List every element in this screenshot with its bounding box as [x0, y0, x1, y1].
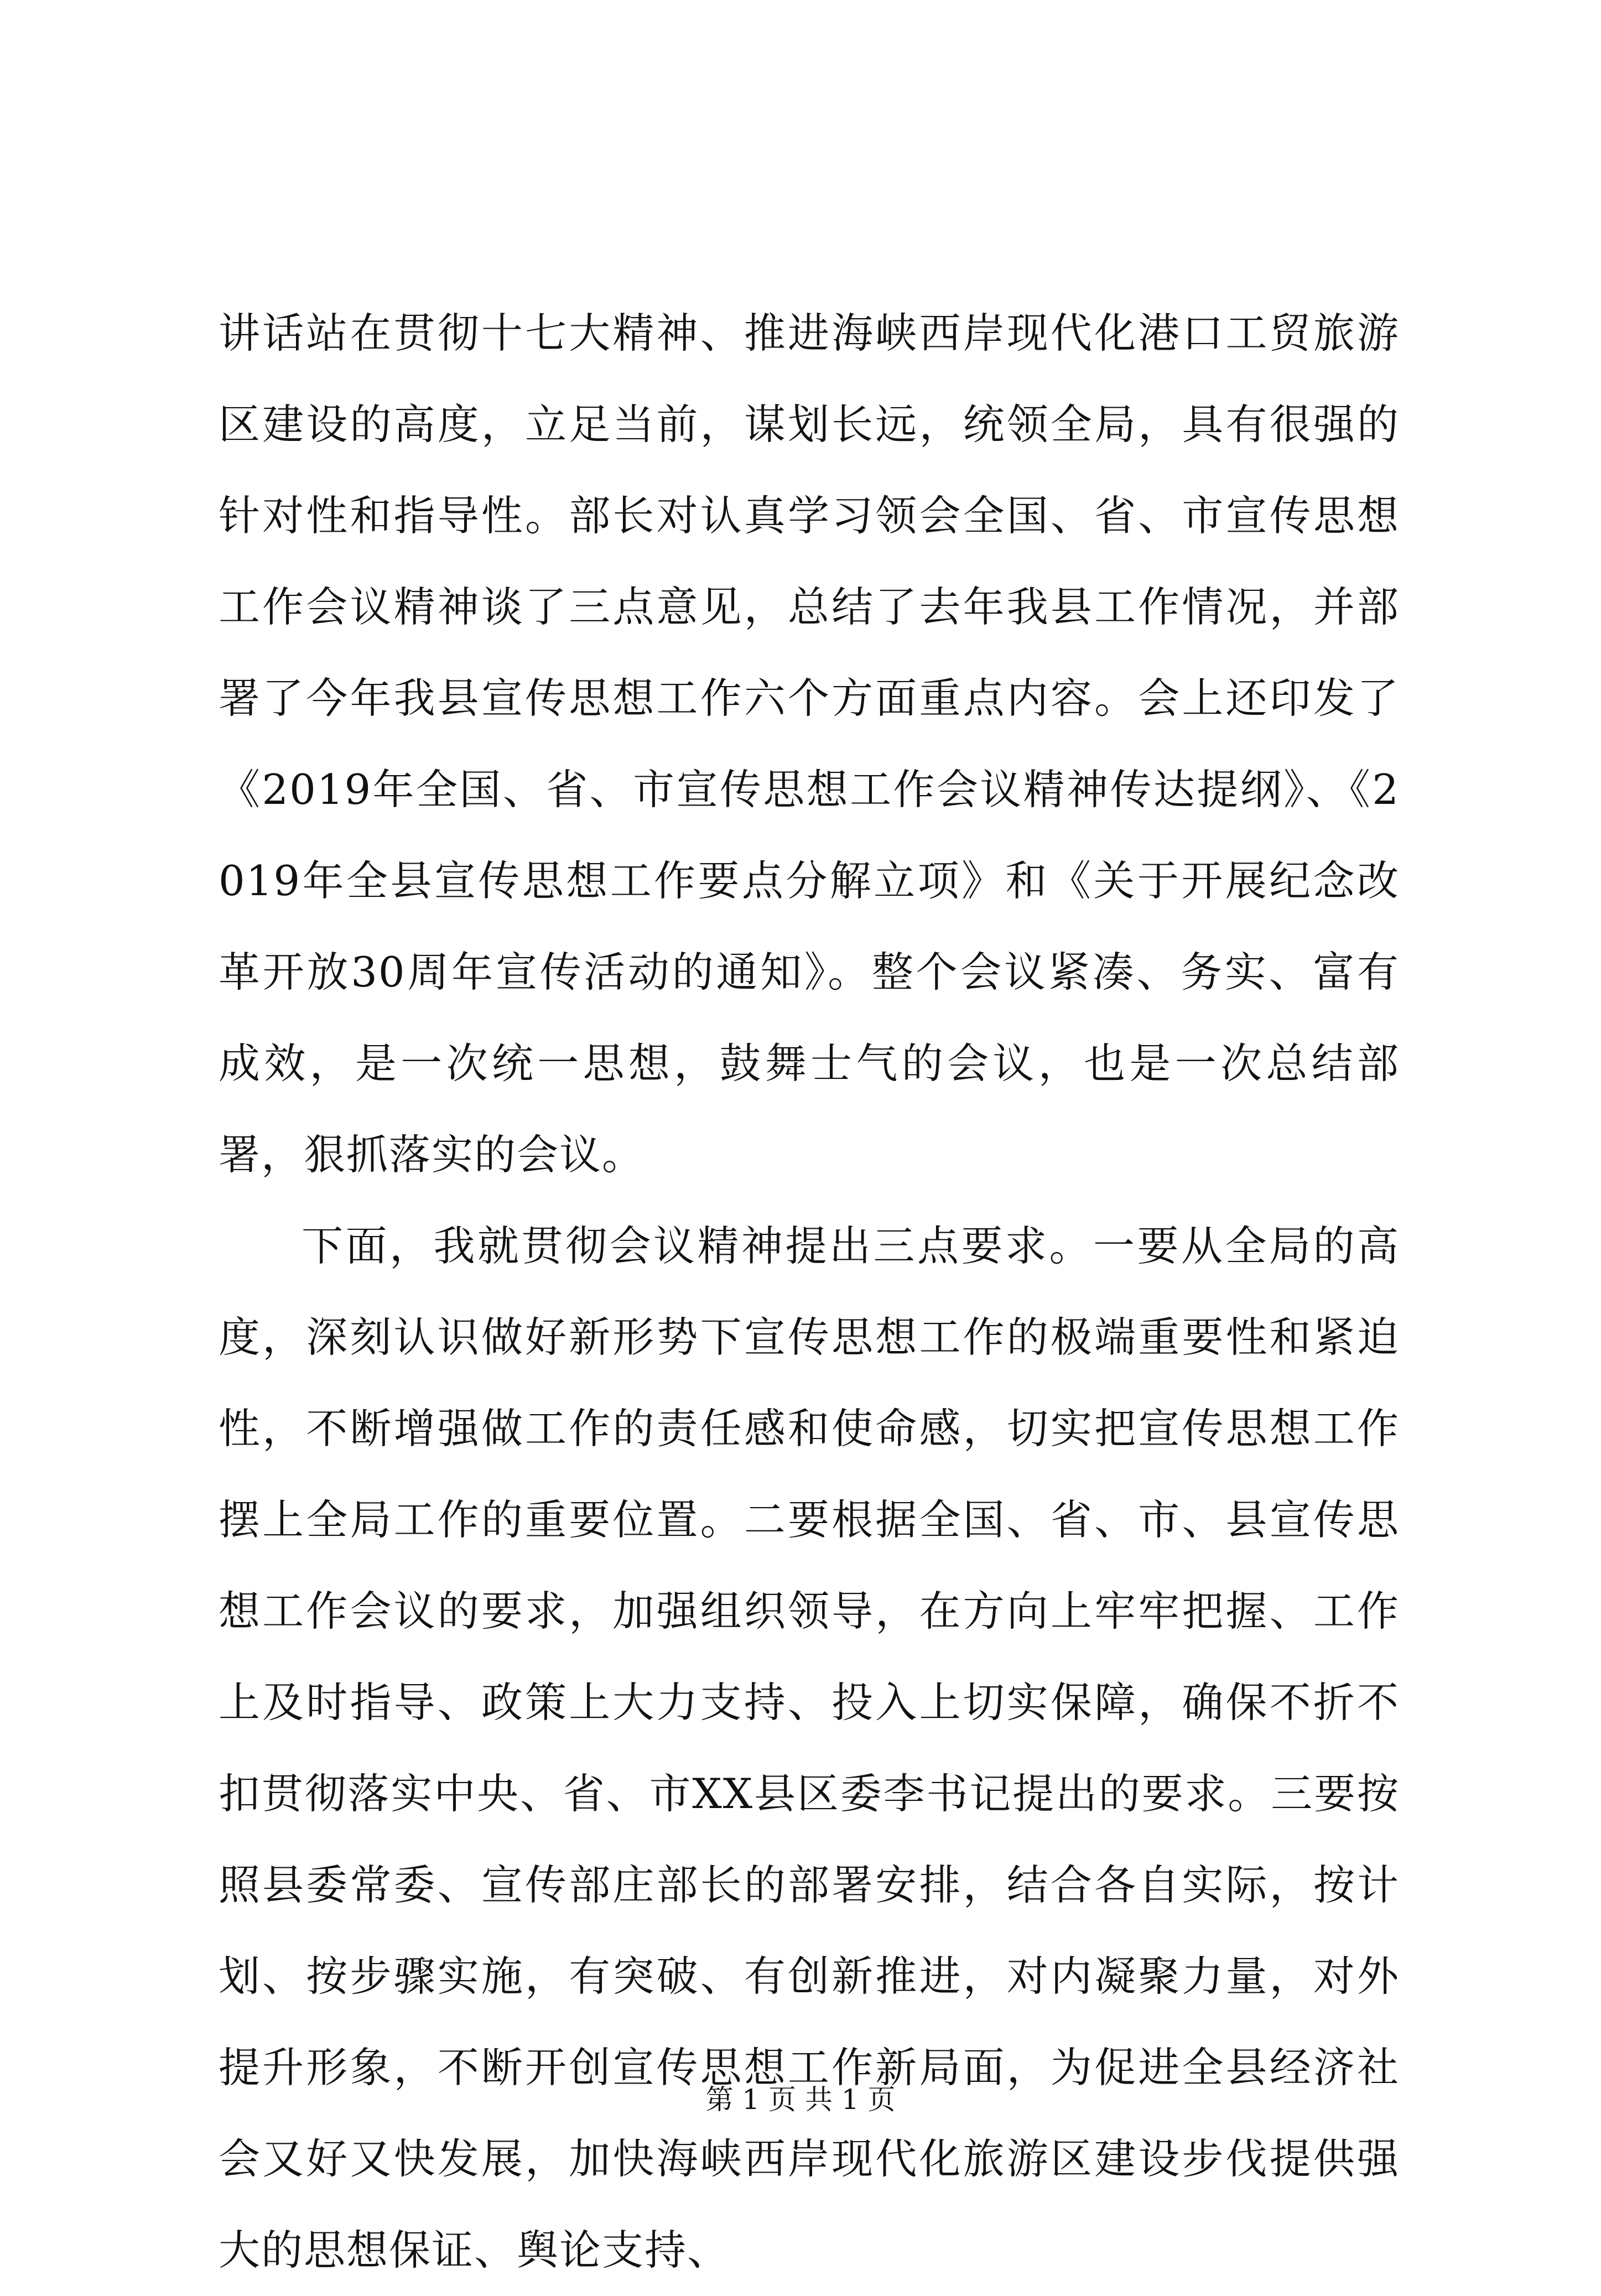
- paragraph-2: 下面，我就贯彻会议精神提出三点要求。一要从全局的高度，深刻认识做好新形势下宣传思想工作的极端重要性和紧迫性，不断增强做工作的责任感和使命感，切实把宣传思想工作摆上全局工作的重要位置。二要根据全国、省、市、县宣传思想工作会议的要求，加强组织领导，在方向上牢牢把握、工作上及时指导、政策上大力支持、投入上切实保障，确保不折不扣贯彻落实中央、省、市XX县区委李书记提出的要求。三要按照县委常委、宣传部庄部长的部署安排，结合各自实际，按计划、按步骤实施，有突破、有创新推进，对内凝聚力量，对外提升形象，不断开创宣传思想工作新局面，为促进全县经济社会又好又快发展，加快海峡西岸现代化旅游区建设步伐提供强大的思想保证、舆论支持、: [219, 1222, 1400, 2274]
- document-body: [219, 288, 1400, 2296]
- paragraph-1: 讲话站在贯彻十七大精神、推进海峡西岸现代化港口工贸旅游区建设的高度，立足当前，谋划长远，统领全局，具有很强的针对性和指导性。部长对认真学习领会全国、省、市宣传思想工作会议精神谈了三点意见，总结了去年我县工作情况，并部署了今年我县宣传思想工作六个方面重点内容。会上还印发了《2019年全国、省、市宣传思想工作会议精神传达提纲》、《2019年全县宣传思想工作要点分解立项》和《关于开展纪念改革开放30周年宣传活动的通知》。整个会议紧凑、务实、富有成效，是一次统一思想，鼓舞士气的会议，也是一次总结部署，狠抓落实的会议。: [219, 309, 1400, 1179]
- page-number-footer: 第 1 页 共 1 页: [705, 2084, 896, 2116]
